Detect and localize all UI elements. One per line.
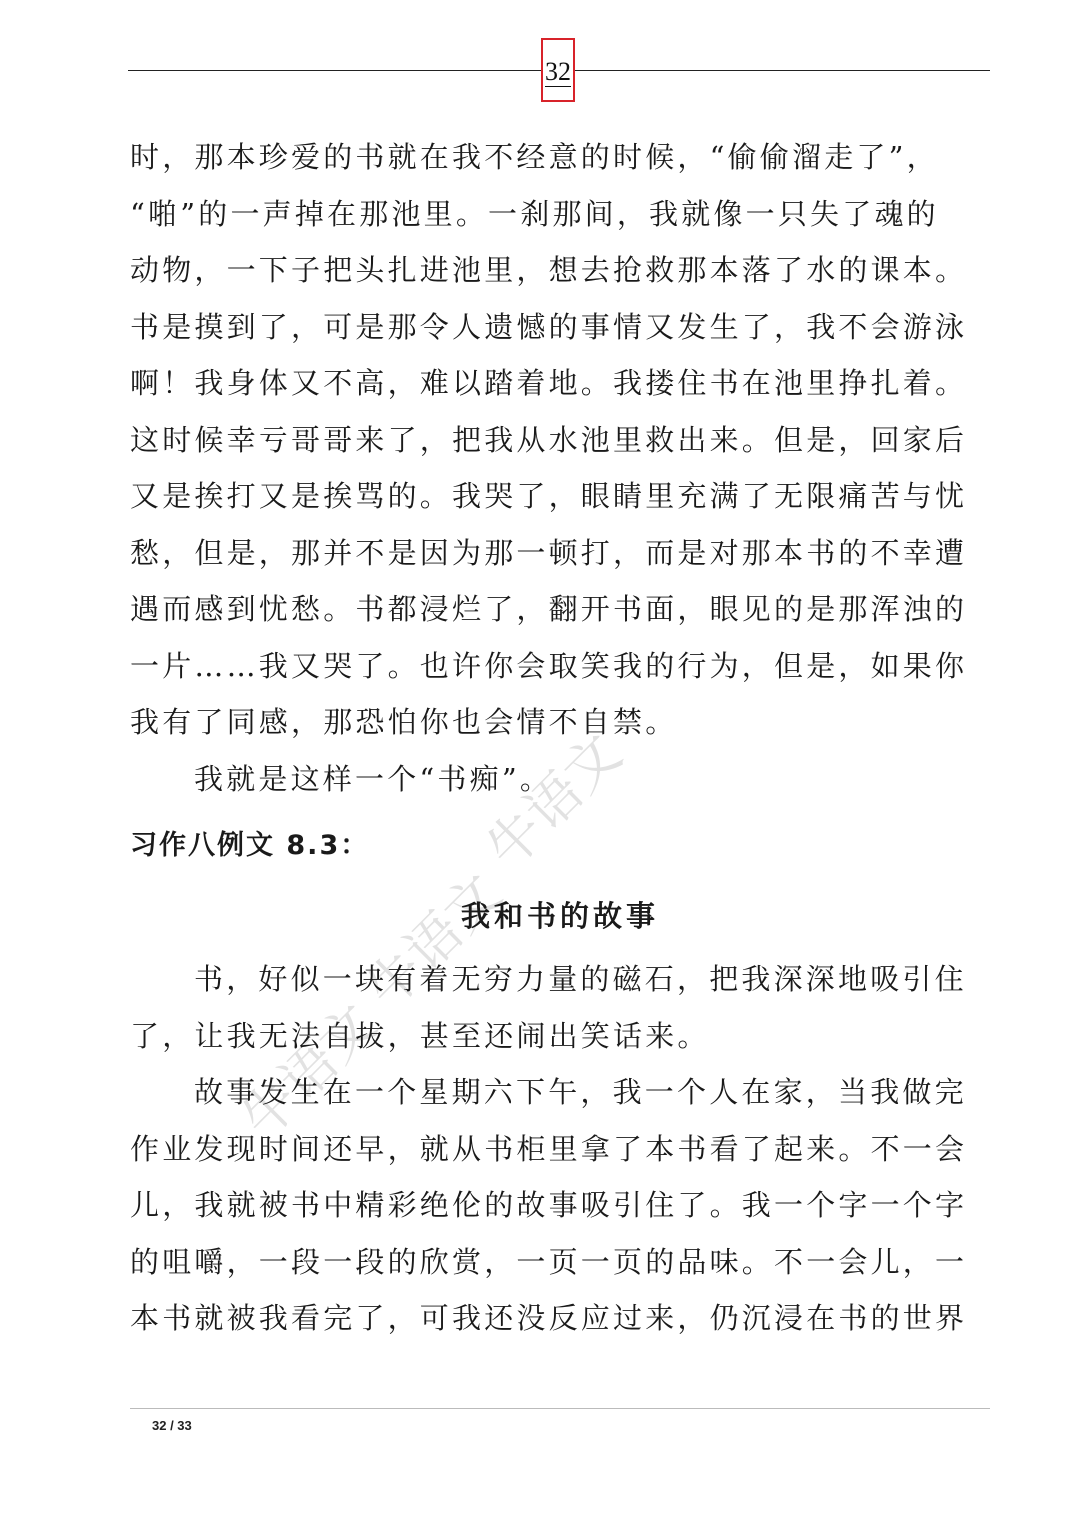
section-heading: 习作八例文 8.3： xyxy=(130,830,370,861)
document-body xyxy=(130,129,990,1347)
text-line: 我有了同感，那恐怕你也会情不自禁。 xyxy=(130,705,678,739)
text-line: 作业发现时间还早，就从书柜里拿了本书看了起来。不一会 xyxy=(130,1131,968,1166)
watermark: 牛语文 xyxy=(354,861,514,1021)
text-line: 愁，但是，那并不是因为那一顿打，而是对那本书的不幸遭 xyxy=(130,535,968,570)
text-line: 时，那本珍爱的书就在我不经意的时候，“偷偷溜走了”， xyxy=(130,140,939,174)
closing-line: 我就是这样一个“书痴”。 xyxy=(194,761,553,796)
text-line: “啪”的一声掉在那池里。一刹那间，我就像一只失了魂的 xyxy=(130,196,939,231)
text-line: 动物，一下子把头扎进池里，想去抢救那本落了水的课本。 xyxy=(130,253,968,287)
text-line: 一片……我又哭了。也许你会取笑我的行为，但是，如果你 xyxy=(130,648,968,683)
footer-page-number: 32 / 33 xyxy=(152,1418,192,1433)
footer-rule xyxy=(130,1408,990,1409)
text-line: 了，让我无法自拔，甚至还闹出笑话来。 xyxy=(130,1018,710,1053)
page-number-badge: 32 xyxy=(541,38,575,102)
text-line: 书是摸到了，可是那令人遗憾的事情又发生了，我不会游泳 xyxy=(130,309,968,344)
text-line: 遇而感到忧愁。书都浸烂了，翻开书面，眼见的是那浑浊的 xyxy=(130,592,968,626)
text-line: 故事发生在一个星期六下午，我一个人在家，当我做完 xyxy=(194,1075,967,1109)
essay-title: 我和书的故事 xyxy=(460,899,659,933)
watermark: 牛语文 xyxy=(229,991,389,1151)
text-line: 又是挨打又是挨骂的。我哭了，眼睛里充满了无限痛苦与忧 xyxy=(130,479,968,513)
text-line: 这时候幸亏哥哥来了，把我从水池里救出来。但是，回家后 xyxy=(130,422,968,457)
text-line: 的咀嚼，一段一段的欣赏，一页一页的品味。不一会儿，一 xyxy=(130,1244,968,1279)
watermark: 牛语文 xyxy=(474,721,634,881)
text-line: 书，好似一块有着无穷力量的磁石，把我深深地吸引住 xyxy=(194,962,967,996)
text-line: 本书就被我看完了，可我还没反应过来，仍沉浸在书的世界 xyxy=(130,1301,968,1335)
text-line: 啊！我身体又不高，难以踏着地。我搂住书在池里挣扎着。 xyxy=(130,366,968,400)
text-line: 儿，我就被书中精彩绝伦的故事吸引住了。我一个字一个字 xyxy=(130,1188,968,1222)
